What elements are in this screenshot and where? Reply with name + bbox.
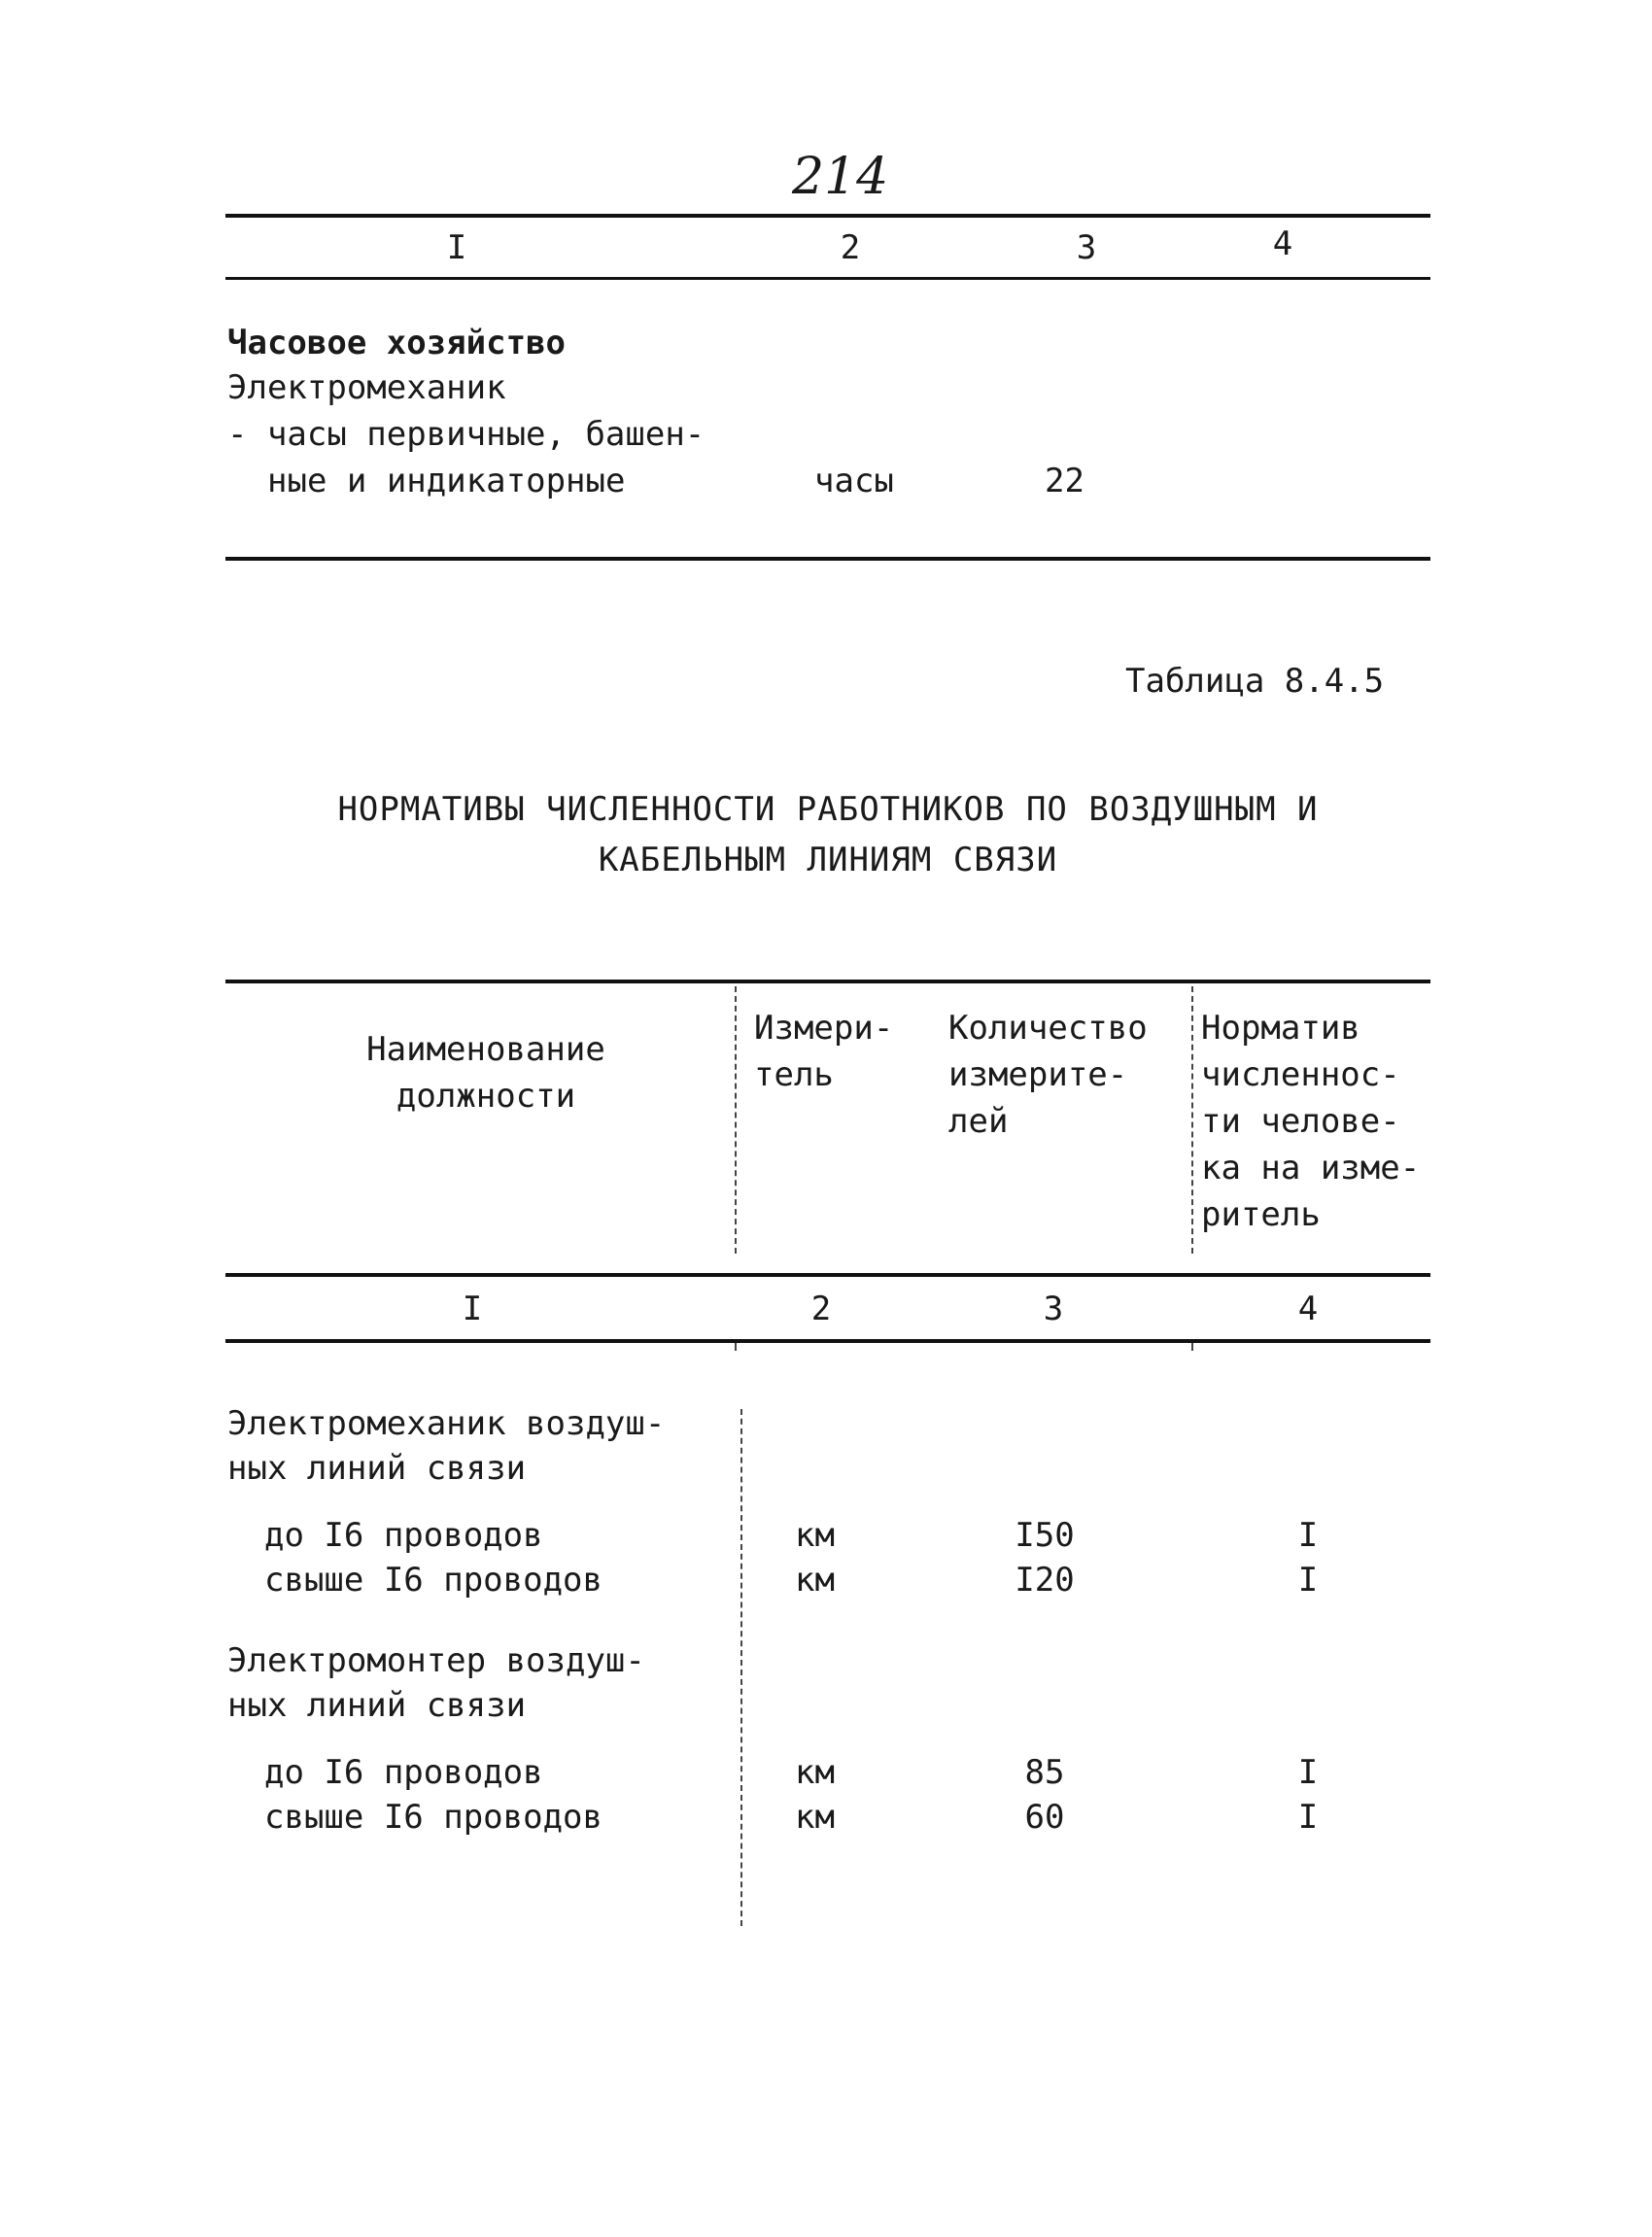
- header-col1-line1: Наименование: [366, 1030, 605, 1069]
- header-col1-line2: должности: [396, 1077, 576, 1116]
- top-item-line1: - часы первичные, башен-: [227, 415, 706, 454]
- top-col-number-3: 3: [1076, 228, 1097, 267]
- top-unit: часы: [814, 462, 894, 500]
- row-count: I50: [1015, 1516, 1075, 1555]
- top-table-rule-top: [225, 214, 1430, 218]
- row-unit: км: [795, 1798, 835, 1837]
- row-name: до I6 проводов: [264, 1516, 543, 1555]
- row-name: до I6 проводов: [264, 1753, 543, 1792]
- main-table-rule-top: [225, 980, 1430, 983]
- top-col-number-1: I: [446, 228, 467, 267]
- top-section-title: Часовое хозяйство: [227, 324, 566, 362]
- page-number: 214: [792, 148, 889, 206]
- top-col-number-2: 2: [840, 228, 861, 267]
- top-count: 22: [1045, 462, 1084, 500]
- row-count: 85: [1024, 1753, 1065, 1792]
- top-table-rule-header: [225, 277, 1430, 280]
- top-item-line2: ные и индикаторные: [267, 462, 626, 500]
- group1-title-line2: ных линий связи: [227, 1449, 527, 1488]
- main-table-rule-header: [225, 1273, 1430, 1277]
- header-col4-line4: ка на изме-: [1201, 1149, 1421, 1187]
- row-count: I20: [1015, 1561, 1075, 1600]
- header-col2-line1: Измери-: [754, 1009, 894, 1048]
- row-unit: км: [795, 1561, 835, 1600]
- main-table-rule-numbers: [225, 1339, 1430, 1343]
- row-norm: I: [1297, 1516, 1319, 1555]
- table-label: Таблица 8.4.5: [1125, 662, 1385, 701]
- table-title-line1: НОРМАТИВЫ ЧИСЛЕННОСТИ РАБОТНИКОВ ПО ВОЗДУШНЫМ И: [337, 790, 1319, 829]
- header-col4-line2: численнос-: [1201, 1055, 1400, 1094]
- group2-title-line2: ных линий связи: [227, 1686, 527, 1725]
- row-norm: I: [1297, 1798, 1319, 1837]
- top-table-rule-bottom: [225, 557, 1430, 561]
- body-separator: [740, 1409, 742, 1926]
- row-norm: I: [1297, 1561, 1319, 1600]
- header-col3-line3: лей: [948, 1102, 1009, 1141]
- top-col-number-4: 4: [1272, 224, 1293, 263]
- header-col3-line1: Количество: [948, 1009, 1148, 1048]
- row-count: 60: [1024, 1798, 1065, 1837]
- row-name: свыше I6 проводов: [264, 1798, 602, 1837]
- table-title-line2: КАБЕЛЬНЫМ ЛИНИЯМ СВЯЗИ: [598, 841, 1058, 879]
- header-col2-line2: тель: [754, 1055, 834, 1094]
- main-col-number-1: I: [462, 1290, 483, 1328]
- top-position: Электромеханик: [227, 368, 506, 407]
- header-separator-1: [735, 986, 737, 1254]
- main-col-number-3: 3: [1043, 1290, 1064, 1328]
- group1-title-line1: Электромеханик воздуш-: [227, 1404, 666, 1443]
- row-unit: км: [795, 1753, 835, 1792]
- main-col-number-4: 4: [1297, 1290, 1319, 1328]
- header-separator-2: [1191, 986, 1193, 1254]
- header-col3-line2: измерите-: [948, 1055, 1128, 1094]
- group2-title-line1: Электромонтер воздуш-: [227, 1641, 645, 1680]
- header-col4-line1: Норматив: [1201, 1009, 1360, 1048]
- row-unit: км: [795, 1516, 835, 1555]
- header-col4-line3: ти челове-: [1201, 1102, 1400, 1141]
- row-name: свыше I6 проводов: [264, 1561, 602, 1600]
- row-norm: I: [1297, 1753, 1319, 1792]
- header-col4-line5: ритель: [1201, 1195, 1321, 1234]
- main-col-number-2: 2: [810, 1290, 832, 1328]
